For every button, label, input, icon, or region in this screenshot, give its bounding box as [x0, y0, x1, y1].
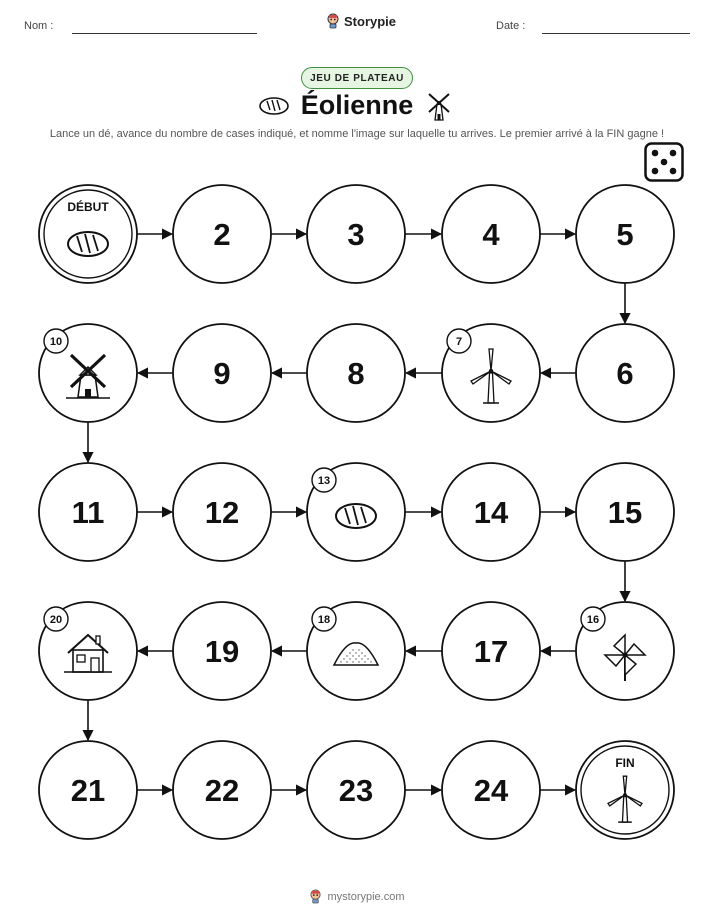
page-title: Éolienne [300, 90, 414, 120]
space-number: 14 [473, 495, 509, 530]
space-number: 19 [204, 634, 240, 669]
space-number: 4 [482, 217, 500, 252]
space-number: 16 [586, 614, 600, 626]
space-number: 15 [607, 495, 643, 530]
space-number: 8 [347, 356, 365, 391]
space-number: 5 [616, 217, 634, 252]
brand-name: Storypie [344, 13, 397, 29]
space-number: 23 [338, 773, 374, 808]
board-space [39, 741, 137, 839]
board-space [173, 463, 271, 561]
storypie-mascot-icon [309, 889, 322, 904]
board-space [173, 324, 271, 422]
board-space [576, 324, 674, 422]
space-number: 17 [473, 634, 509, 669]
board-space [442, 602, 540, 700]
space-number: 22 [204, 773, 240, 808]
board-space [173, 602, 271, 700]
space-number: 20 [49, 614, 63, 626]
space-number: 10 [49, 336, 63, 348]
board-space [173, 741, 271, 839]
space-number: 13 [317, 475, 331, 487]
instructions-text: Lance un dé, avance du nombre de cases indiqué, et nomme l'image sur laquelle tu arrives. Le premier arrivé à la FIN gagne ! [49, 128, 665, 140]
space-number: 11 [71, 495, 105, 530]
bread-icon [68, 232, 108, 256]
date-label: Date : [496, 20, 526, 32]
board-space [307, 324, 405, 422]
board-space [39, 463, 137, 561]
footer [0, 889, 714, 904]
board-space [307, 185, 405, 283]
board-space [173, 185, 271, 283]
space-number: 6 [616, 356, 634, 391]
board-space [442, 741, 540, 839]
footer-url: mystorypie.com [327, 890, 405, 903]
space-number: 7 [455, 336, 463, 348]
space-number: 9 [213, 356, 231, 391]
board-space [576, 185, 674, 283]
board-space [307, 741, 405, 839]
start-label: DÉBUT [67, 200, 109, 214]
board-space [442, 463, 540, 561]
space-number: 18 [317, 614, 331, 626]
bread-icon [336, 504, 376, 528]
space-number: 3 [347, 217, 365, 252]
space-number: 24 [473, 773, 509, 808]
finish-label: FIN [615, 756, 635, 770]
game-type-badge: JEU DE PLATEAU [301, 67, 413, 89]
space-number: 2 [213, 217, 231, 252]
space-number: 21 [70, 773, 106, 808]
board-space [442, 185, 540, 283]
board-space [576, 463, 674, 561]
space-number: 12 [204, 495, 240, 530]
name-label: Nom : [24, 20, 54, 32]
